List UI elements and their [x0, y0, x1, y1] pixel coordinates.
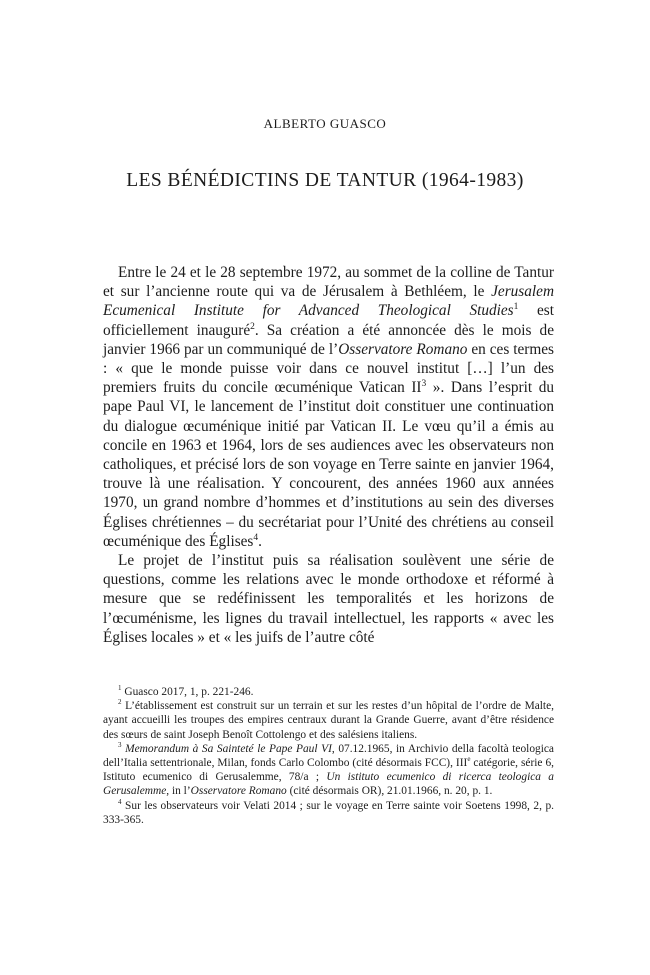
footnote-1 [103, 685, 554, 699]
footnote-3-text-b: , 07.12.1965, in Archivio della facoltà teologica dell’Italia settentrionale, Milan, fonds Carlo Colombo (cité désormais FCC), III [103, 742, 554, 770]
paragraph-1 [103, 263, 554, 551]
footnote-number: 3 [118, 741, 122, 750]
main-text [103, 263, 554, 647]
p1-text-h: . [258, 532, 262, 550]
author-name: ALBERTO GUASCO [263, 116, 387, 131]
footnote-2 [103, 699, 554, 742]
paragraph-2: Le projet de l’institut puis sa réalisation soulèvent une série de questions, comme les relations avec le monde orthodoxe et réformé à mesure que se redéfinissent les temporalités et les horizons de l’œcuménisme, les lignes du travail intellectuel, les rapports « avec les Églises locales » et « les juifs de l’autre côté [103, 552, 554, 646]
p1-text-g: ». Dans l’esprit du pape Paul VI, le lancement de l’institut doit constituer une continuation du dialogue œcuménique initié par Vatican II. Le vœu qu’il a émis au concile en 1963 et 1964, lors de ses audiences avec les observateurs non catholiques, et précisé lors de son voyage en Terre sainte en janvier 1964, trouve là une réalisation. Y concourent, des années 1960 aux années 1970, un grand nombre d’hommes et d’institutions au sein des diverses Églises chrétiennes – du secrétariat pour l’Unité des chrétiens au conseil œcuménique des Églises [103, 379, 554, 550]
footnote-3-title: Memorandum à Sa Sainteté le Pape Paul VI [125, 742, 332, 755]
footnote-number: 2 [118, 698, 122, 707]
footnote-number: 4 [118, 797, 122, 806]
ordinal-suffix: e [467, 755, 471, 764]
p1-text-f: en ces termes : « que le monde puisse voir dans ce nouvel institut […] l’un des premiers fruits du concile œcuménique Vatican II [103, 340, 555, 397]
p1-text-a: Entre le 24 et le 28 septembre 1972, au sommet de la colline de Tantur et sur l’ancienne route qui va de Jérusalem à Bethléem, le [103, 264, 554, 301]
article-title: LES BÉNÉDICTINS DE TANTUR (1964-1983) [126, 170, 524, 191]
footnote-text: L’établissement est construit sur un terrain et sur les restes d’un hôpital de l’ordre de Malte, ayant accueilli les troupes des empires centraux durant la Grande Guerre, avant d’être résidence des sœurs de saint Joseph Benoît Cottolengo et des salésiens italiens. [103, 700, 554, 741]
footnote-4 [103, 799, 554, 827]
footnote-3 [103, 742, 554, 799]
footnote-text: Guasco 2017, 1, p. 221-246. [121, 686, 254, 698]
p1-text-c: est officiellement inauguré [103, 302, 554, 339]
newspaper-name: Osservatore Romano [338, 340, 468, 358]
footnote-3-article-title: Un istituto ecumenico di ricerca teologica a Gerusalemme [103, 771, 555, 798]
footnote-3-newspaper: Osservatore Romano [190, 785, 287, 798]
footnote-3-text-g: (cité désormais OR), 21.01.1966, n. 20, p. 1. [286, 785, 493, 798]
footnote-3-text-e: , in l’ [166, 785, 191, 798]
footnote-ref-1: 1 [513, 302, 519, 313]
footnote-ref-4: 4 [253, 532, 259, 543]
institute-name: Jerusalem Ecumenical Institute for Advanced Theological Studies [103, 283, 554, 320]
footnote-ref-2: 2 [250, 321, 255, 332]
footnote-3-text-c: catégorie, série 6, Istituto ecumenico di Gerusalemme, 78/a ; [103, 757, 555, 784]
p1-text-d: . Sa création a été annoncée dès le mois de janvier 1966 par un communiqué de l’ [103, 321, 554, 358]
footnote-number: 1 [118, 684, 122, 693]
footnote-text: Sur les observateurs voir Velati 2014 ; sur le voyage en Terre sainte voir Soetens 1998, 2, p. 333-365. [103, 799, 554, 826]
footnote-ref-3: 3 [421, 379, 427, 390]
footnotes [103, 685, 554, 827]
